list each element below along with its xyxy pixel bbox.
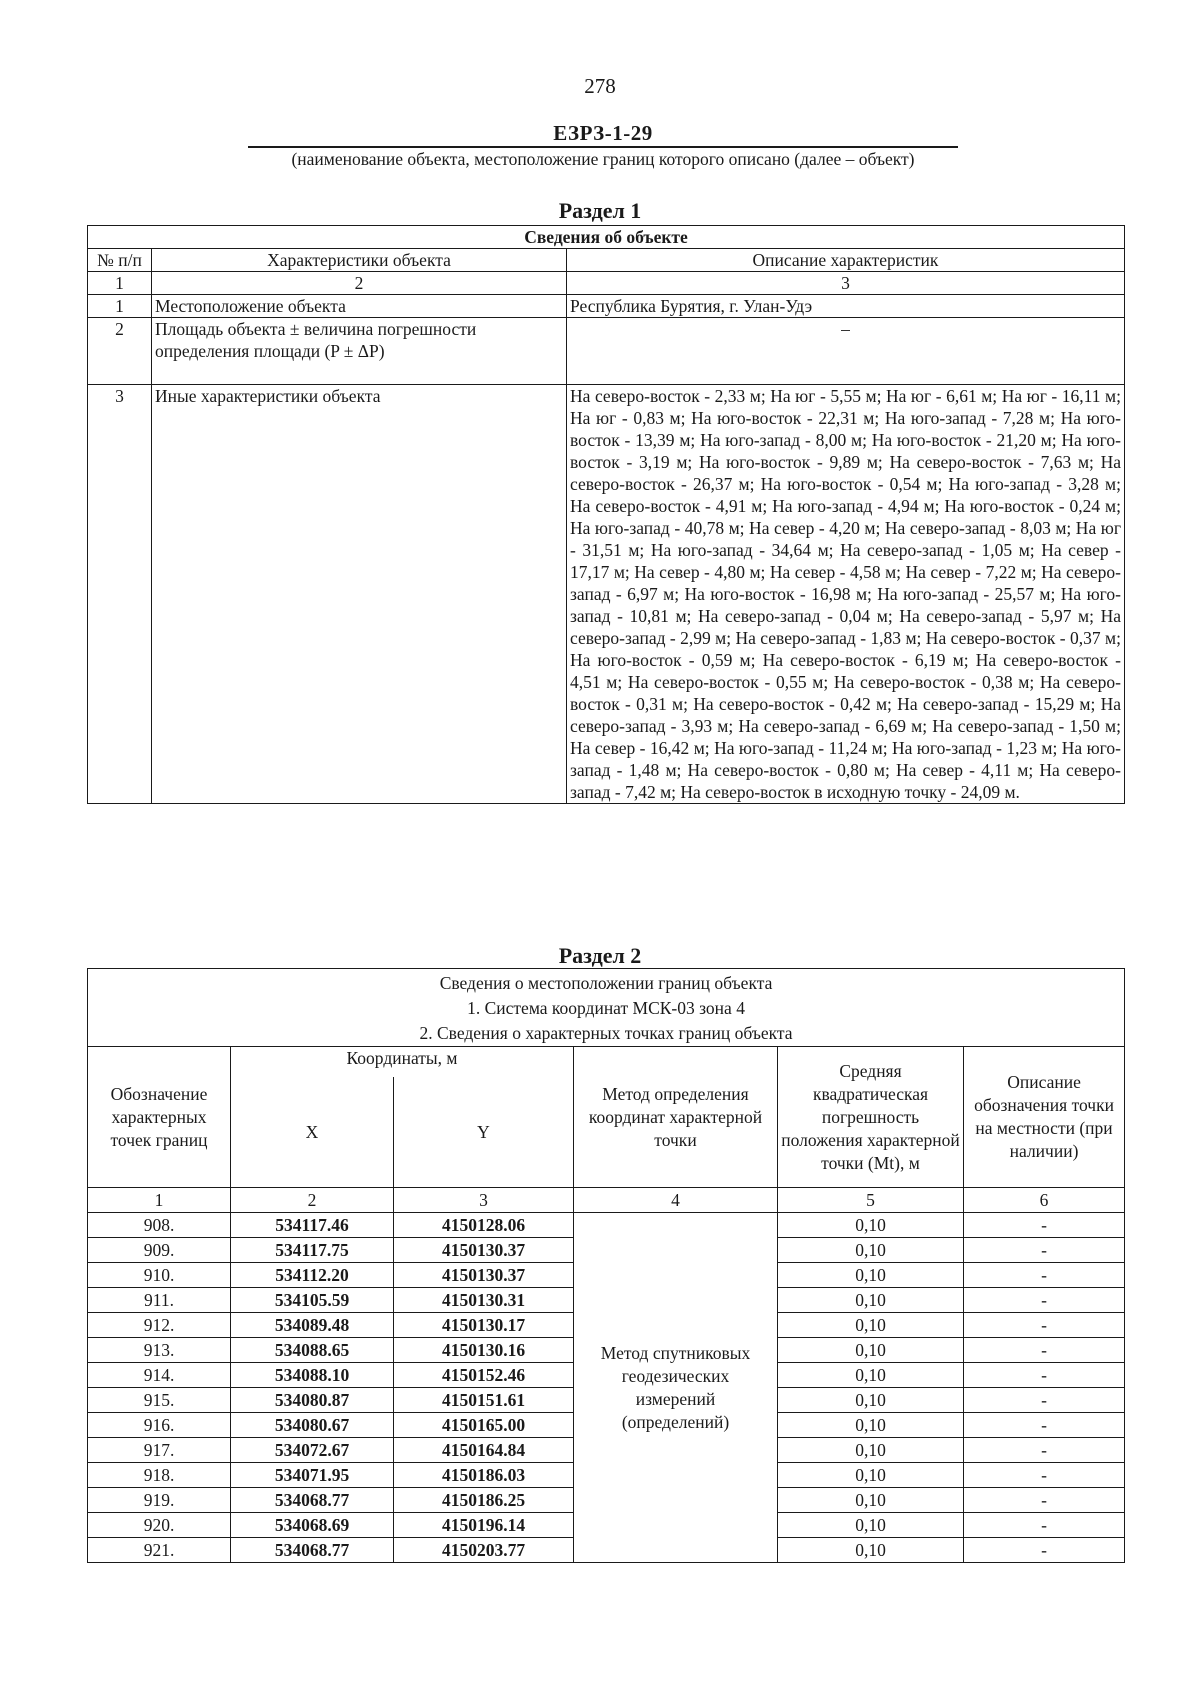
point-mt: 0,10 [778,1538,964,1563]
table-row [88,385,1125,804]
row-name: Площадь объекта ± величина погрешности определения площади (P ± ΔP) [152,318,567,385]
point-y: 4150130.17 [394,1313,574,1338]
point-description: - [964,1388,1125,1413]
object-caption: (наименование объекта, местоположение границ которого описано (далее – объект) [291,149,915,169]
point-mt: 0,10 [778,1313,964,1338]
point-description: - [964,1438,1125,1463]
point-y: 4150164.84 [394,1438,574,1463]
col-number: 4 [574,1188,778,1213]
section2-title: Раздел 2 [558,943,642,968]
point-description: - [964,1513,1125,1538]
point-mt: 0,10 [778,1463,964,1488]
point-id: 914. [88,1363,231,1388]
object-name: ЕЗРЗ-1-29 [553,121,653,145]
point-description: - [964,1213,1125,1238]
point-x: 534089.48 [231,1313,394,1338]
point-description: - [964,1338,1125,1363]
point-description: - [964,1313,1125,1338]
point-x: 534088.10 [231,1363,394,1388]
point-y: 4150196.14 [394,1513,574,1538]
coords-caption: Сведения о местоположении границ объекта [439,973,773,993]
col-number: 2 [231,1188,394,1213]
point-mt: 0,10 [778,1263,964,1288]
table-row [88,1213,1125,1238]
point-id: 921. [88,1538,231,1563]
point-x: 534080.87 [231,1388,394,1413]
point-id: 917. [88,1438,231,1463]
point-x: 534117.46 [231,1213,394,1238]
header-error: Средняя квадратическая погрешность положения характерной точки (Mt), м [778,1047,964,1188]
header-y: Y [394,1077,574,1188]
point-id: 915. [88,1388,231,1413]
object-info-table [87,225,1125,804]
col-number: 3 [567,272,1125,295]
table-row [88,295,1125,318]
point-mt: 0,10 [778,1338,964,1363]
method-value: Метод спутниковых геодезических измерений (определений) [574,1213,778,1563]
header-method: Метод определения координат характерной точки [574,1047,778,1188]
point-description: - [964,1488,1125,1513]
header-characteristics: Характеристики объекта [152,249,567,272]
point-mt: 0,10 [778,1238,964,1263]
point-x: 534112.20 [231,1263,394,1288]
point-id: 912. [88,1313,231,1338]
row-name: Иные характеристики объекта [152,385,567,804]
col-number: 1 [88,272,152,295]
header-point-description: Описание обозначения точки на местности (при наличии) [964,1047,1125,1188]
row-num: 2 [88,318,152,385]
point-x: 534117.75 [231,1238,394,1263]
point-x: 534071.95 [231,1463,394,1488]
header-designation: Обозначение характерных точек границ [88,1047,231,1188]
point-y: 4150130.16 [394,1338,574,1363]
row-num: 1 [88,295,152,318]
point-id: 919. [88,1488,231,1513]
point-description: - [964,1463,1125,1488]
point-y: 4150203.77 [394,1538,574,1563]
point-id: 916. [88,1413,231,1438]
point-x: 534080.67 [231,1413,394,1438]
point-description: - [964,1288,1125,1313]
point-mt: 0,10 [778,1413,964,1438]
point-id: 908. [88,1213,231,1238]
point-id: 918. [88,1463,231,1488]
point-mt: 0,10 [778,1438,964,1463]
point-mt: 0,10 [778,1388,964,1413]
point-y: 4150128.06 [394,1213,574,1238]
header-x: X [231,1077,394,1188]
col-number: 6 [964,1188,1125,1213]
col-number: 3 [394,1188,574,1213]
point-id: 920. [88,1513,231,1538]
point-id: 911. [88,1288,231,1313]
object-info-table-title: Сведения об объекте [88,226,1125,249]
coord-system-caption: 1. Система координат МСК-03 зона 4 [467,998,745,1018]
point-id: 910. [88,1263,231,1288]
point-mt: 0,10 [778,1488,964,1513]
point-x: 534068.77 [231,1538,394,1563]
row-num: 3 [88,385,152,804]
point-mt: 0,10 [778,1363,964,1388]
point-x: 534088.65 [231,1338,394,1363]
point-id: 909. [88,1238,231,1263]
boundary-points-table [87,968,1125,1563]
point-mt: 0,10 [778,1213,964,1238]
point-y: 4150130.37 [394,1238,574,1263]
col-number: 5 [778,1188,964,1213]
point-description: - [964,1263,1125,1288]
point-description: - [964,1363,1125,1388]
header-description: Описание характеристик [567,249,1125,272]
row-name: Местоположение объекта [152,295,567,318]
col-number: 2 [152,272,567,295]
header-num: № п/п [88,249,152,272]
section1-title: Раздел 1 [558,198,642,223]
point-y: 4150152.46 [394,1363,574,1388]
page-number: 278 [584,74,616,98]
col-number: 1 [88,1188,231,1213]
header-coordinates: Координаты, м [231,1047,574,1078]
row-value: Республика Бурятия, г. Улан-Удэ [567,295,1125,318]
table-row [88,318,1125,385]
point-y: 4150186.03 [394,1463,574,1488]
point-description: - [964,1413,1125,1438]
object-name-underline [248,146,958,148]
point-y: 4150186.25 [394,1488,574,1513]
point-description: - [964,1238,1125,1263]
point-x: 534072.67 [231,1438,394,1463]
row-value: – [567,318,1125,385]
points-caption: 2. Сведения о характерных точках границ объекта [419,1023,793,1043]
point-x: 534068.69 [231,1513,394,1538]
point-mt: 0,10 [778,1513,964,1538]
point-y: 4150165.00 [394,1413,574,1438]
point-x: 534068.77 [231,1488,394,1513]
point-y: 4150151.61 [394,1388,574,1413]
point-y: 4150130.37 [394,1263,574,1288]
point-y: 4150130.31 [394,1288,574,1313]
point-description: - [964,1538,1125,1563]
row-value: На северо-восток - 2,33 м; На юг - 5,55 м; На юг - 6,61 м; На юг - 16,11 м; На юг - 0,83 м; На юго-восток - 22,31 м; На юго-запад - 7,28 м; На юго-восток - 13,39 м; На юго-запад - 8,00 м; На юго-восток - 21,20 м; На юго-восток - 3,19 м; На юго-восток - 9,89 м; На северо-восток - 7,63 м; На северо-восток - 26,37 м; На юго-восток - 0,54 м; На юго-запад - 3,28 м; На северо-восток - 4,91 м; На юго-запад - 4,94 м; На юго-восток - 0,24 м; На юго-запад - 40,78 м; На север - 4,20 м; На северо-запад - 8,03 м; На юг - 31,51 м; На юго-запад - 34,64 м; На северо-запад - 1,05 м; На север - 17,17 м; На север - 4,80 м; На север - 4,58 м; На север - 7,22 м; На северо-запад - 6,97 м; На юго-восток - 16,98 м; На юго-запад - 25,57 м; На юго-запад - 10,81 м; На северо-запад - 0,04 м; На северо-запад - 5,97 м; На северо-запад - 2,99 м; На северо-запад - 1,83 м; На северо-восток - 0,37 м; На юго-восток - 0,59 м; На северо-восток - 6,19 м; На северо-восток - 4,51 м; На северо-восток - 0,55 м; На северо-восток - 0,38 м; На северо-восток - 0,31 м; На северо-восток - 0,42 м; На северо-запад - 15,29 м; На северо-запад - 3,93 м; На северо-запад - 6,69 м; На северо-запад - 1,50 м; На север - 16,42 м; На юго-запад - 11,24 м; На юго-запад - 1,23 м; На юго-запад - 1,48 м; На северо-восток - 0,80 м; На север - 4,11 м; На северо-запад - 7,42 м; На северо-восток в исходную точку - 24,09 м. [567,385,1125,804]
point-mt: 0,10 [778,1288,964,1313]
point-id: 913. [88,1338,231,1363]
point-x: 534105.59 [231,1288,394,1313]
